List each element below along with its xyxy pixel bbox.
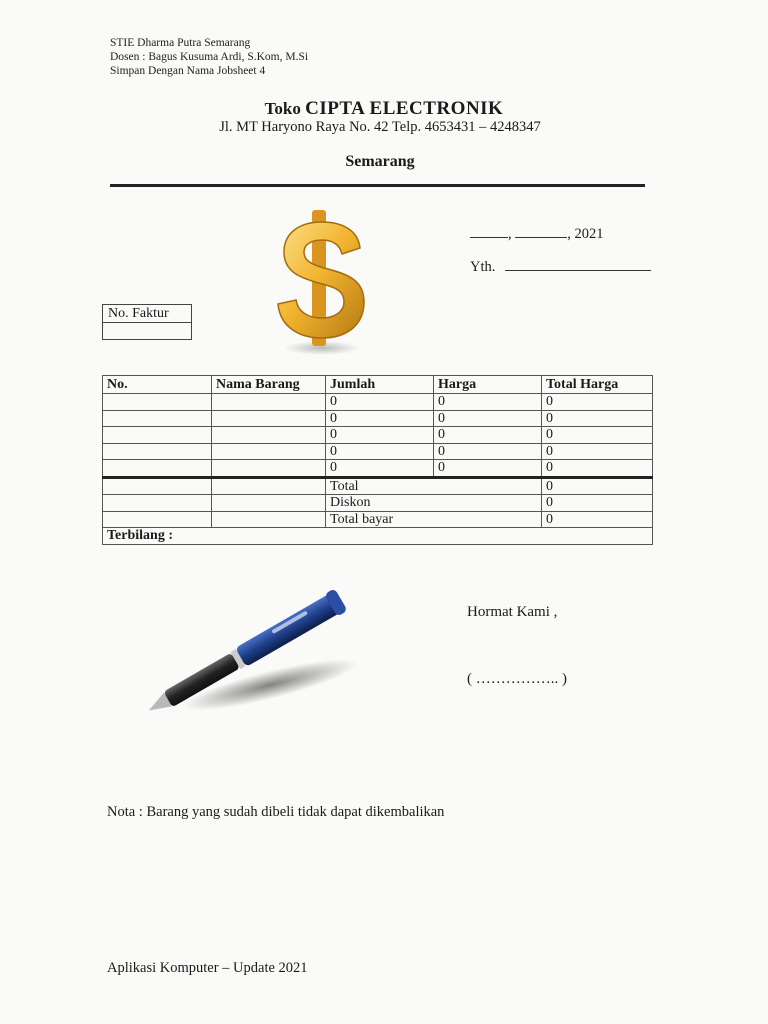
cell-jumlah: 0	[326, 410, 434, 427]
terbilang-row	[103, 528, 653, 545]
table-header-row	[103, 376, 653, 394]
cell-nama	[212, 394, 326, 411]
col-header-jumlah: Jumlah	[326, 376, 434, 394]
cell-harga: 0	[434, 460, 542, 478]
cell-total: 0	[542, 410, 653, 427]
summary-row-total	[103, 477, 653, 495]
summary-total-bayar-value: 0	[542, 511, 653, 528]
store-name: CIPTA ELECTRONIK	[305, 98, 504, 119]
store-title	[0, 98, 768, 120]
return-policy-note: Nota : Barang yang sudah dibeli tidak dapat dikembalikan	[107, 804, 445, 820]
summary-row-total-bayar	[103, 511, 653, 528]
summary-row-diskon	[103, 495, 653, 512]
table-row	[103, 410, 653, 427]
cell-harga: 0	[434, 427, 542, 444]
pen-icon	[130, 585, 360, 725]
cell-no	[103, 394, 212, 411]
recipient-blank	[505, 258, 651, 271]
dollar-icon	[272, 208, 372, 358]
col-header-no: No.	[103, 376, 212, 394]
cell-total: 0	[542, 394, 653, 411]
table-row	[103, 443, 653, 460]
header-institution: STIE Dharma Putra Semarang	[110, 37, 251, 49]
recipient-label: Yth.	[470, 259, 496, 275]
cell-harga: 0	[434, 394, 542, 411]
recipient-line	[470, 258, 651, 276]
cell-jumlah: 0	[326, 427, 434, 444]
cell-nama	[212, 443, 326, 460]
cell-total: 0	[542, 443, 653, 460]
cell-no	[103, 443, 212, 460]
signature-placeholder: ( …………….. )	[467, 671, 567, 687]
cell-jumlah: 0	[326, 460, 434, 478]
cell-jumlah: 0	[326, 443, 434, 460]
header-divider	[110, 184, 645, 187]
table-row	[103, 427, 653, 444]
summary-total-value: 0	[542, 477, 653, 495]
cell-total: 0	[542, 460, 653, 478]
summary-total-label: Total	[326, 477, 542, 495]
cell-total: 0	[542, 427, 653, 444]
table-row	[103, 460, 653, 478]
header-save-note: Simpan Dengan Nama Jobsheet 4	[110, 65, 266, 77]
terbilang-label: Terbilang :	[103, 528, 653, 545]
store-city: Semarang	[345, 153, 415, 170]
cell-no	[103, 427, 212, 444]
date-day-blank	[470, 225, 508, 238]
col-header-harga: Harga	[434, 376, 542, 394]
page-footer: Aplikasi Komputer – Update 2021	[107, 960, 308, 976]
cell-no	[103, 460, 212, 478]
cell-nama	[212, 460, 326, 478]
cell-harga: 0	[434, 410, 542, 427]
cell-harga: 0	[434, 443, 542, 460]
date-line	[470, 225, 604, 243]
table-row	[103, 394, 653, 411]
date-year: , 2021	[567, 226, 604, 242]
date-month-blank	[515, 225, 567, 238]
cell-no	[103, 410, 212, 427]
invoice-number-box	[102, 304, 192, 340]
col-header-nama-barang: Nama Barang	[212, 376, 326, 394]
invoice-number-label: No. Faktur	[103, 305, 191, 323]
header-lecturer: Dosen : Bagus Kusuma Ardi, S.Kom, M.Si	[110, 51, 309, 63]
col-header-total-harga: Total Harga	[542, 376, 653, 394]
cell-nama	[212, 427, 326, 444]
invoice-number-value[interactable]	[103, 323, 191, 339]
closing-greeting: Hormat Kami ,	[467, 604, 558, 620]
cell-nama	[212, 410, 326, 427]
store-prefix: Toko	[264, 99, 301, 118]
cell-jumlah: 0	[326, 394, 434, 411]
items-table	[102, 375, 653, 545]
date-sep: ,	[508, 226, 512, 242]
summary-diskon-label: Diskon	[326, 495, 542, 512]
summary-total-bayar-label: Total bayar	[326, 511, 542, 528]
store-address: Jl. MT Haryono Raya No. 42 Telp. 4653431 – 4248347	[219, 119, 541, 135]
summary-diskon-value: 0	[542, 495, 653, 512]
